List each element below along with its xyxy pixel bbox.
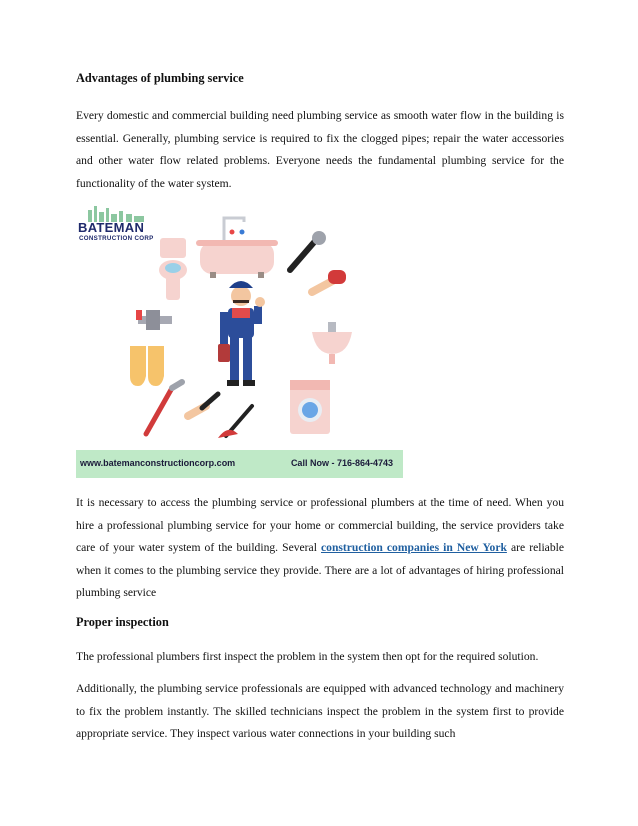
pipe-wrench-icon: [146, 382, 182, 434]
bathtub-icon: [196, 218, 278, 278]
valve-icon: [136, 310, 172, 330]
section-heading-inspection: Proper inspection: [76, 615, 169, 629]
logo-name: BATEMAN: [78, 220, 145, 235]
sink-icon: [312, 322, 352, 364]
toilet-icon: [159, 238, 187, 300]
banner-footer: [76, 450, 403, 478]
inspection-paragraph-2: Additionally, the plumbing service professionals are equipped with advanced technology and machinery to fix the problem instantly. The skilled technicians inspect the problem in the system first to provide appropriate service. They inspect various water connections in your building such: [76, 682, 564, 741]
plumber-icon: [218, 281, 265, 386]
plumbing-icons-artwork: [76, 196, 403, 450]
logo-subtitle: CONSTRUCTION CORP: [79, 235, 154, 242]
call-now-text: Call Now - 716-864-4743: [290, 458, 393, 468]
hire-paragraph-text: It is necessary to access the plumbing service or professional plumbers at the time of need. When you hire a professional plumbing service for your home or commercial building, the service providers take care of your water system of the building. Several: [76, 496, 564, 555]
plunger-lower-icon: [218, 406, 252, 438]
washing-machine-icon: [290, 380, 330, 434]
construction-companies-link[interactable]: construction companies in New York: [321, 541, 507, 555]
section-heading-advantages: Advantages of plumbing service: [76, 71, 244, 85]
intro-paragraph: Every domestic and commercial building need plumbing service as smooth water flow in the building is essential. Generally, plumbing service is required to fix the clogged pipes; repair the water accessories and other water flow related problems. Everyone needs the fundamental plumbing service for the functionality of the water system.: [76, 109, 564, 190]
plumbing-service-illustration: [76, 196, 403, 478]
hire-paragraph-text-end: are reliable when it comes to the plumbing service they provide. There are a lot of advantages of hiring professional plumbing service: [76, 541, 564, 600]
hire-paragraph: [76, 492, 564, 605]
plunger-icon: [312, 270, 346, 292]
gloves-icon: [130, 346, 164, 386]
wrench-icon: [290, 231, 326, 270]
website-text: www.batemanconstructioncorp.com: [80, 458, 236, 468]
inspection-paragraph-1: The professional plumbers first inspect the problem in the system then opt for the required solution.: [76, 650, 539, 663]
hand-wrench-icon: [188, 394, 218, 416]
